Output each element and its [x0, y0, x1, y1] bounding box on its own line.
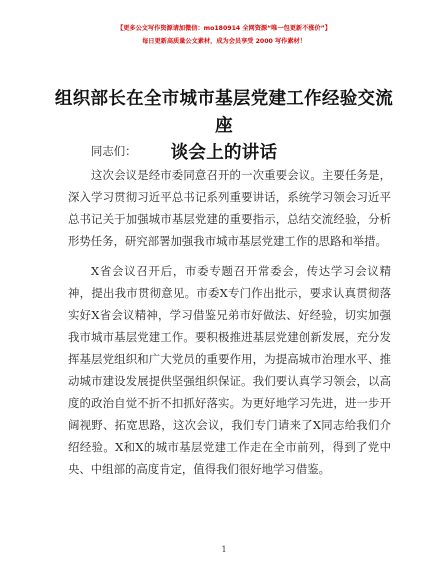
document-title-line-1: 组织部长在全市城市基层党建工作经验交流座 [54, 89, 394, 136]
body-paragraph-2: X省会议召开后，市委专题召开常委会，传达学习会议精神，提出我市贯彻意见。市委X专门作出批示，要求认真贯彻落实好X省会议精神，学习借鉴兄弟市好做法、好经验，切实加强我市城市基层党建工作。要积极推进基层党建创新发展，充分发挥基层党组织和广大党员的重要作用，为提高城市治理水平、推动城市建设发展提供坚强组织保证。我们要认真学习领会，以高度的政治自觉不折不扣抓好落实。为更好地学习先进，进一步开阔视野、拓宽思路，这次会议，我们专门请来了X同志给我们介绍经验。X和X的城市基层党建工作走在全市前列，得到了党中央、中组部的高度肯定，值得我们很好地学习借鉴。 [68, 264, 391, 476]
page-number: 1 [221, 545, 227, 554]
promo-banner [0, 22, 448, 48]
body-paragraph-1: 这次会议是经市委同意召开的一次重要会议。主要任务是，深入学习贯彻习近平总书记系列重要讲话，系统学习领会习近平总书记关于加强城市基层党建的重要指示，总结交流经验，分析形势任务，研究部署加强我市城市基层党建工作的思路和举措。 [68, 168, 391, 248]
document-title-line-2: 谈会上的讲话 [170, 143, 278, 163]
promo-banner-line-2: 每日更新高质量公文素材，成为会员享受 2000 写作素材！ [142, 38, 306, 45]
salutation: 同志们： [91, 144, 137, 158]
document-body [68, 140, 391, 488]
promo-banner-line-1: 【更多公文写作资源请加微信：mo180914 全网资源“唯一包更新不涨价”】 [117, 25, 331, 32]
